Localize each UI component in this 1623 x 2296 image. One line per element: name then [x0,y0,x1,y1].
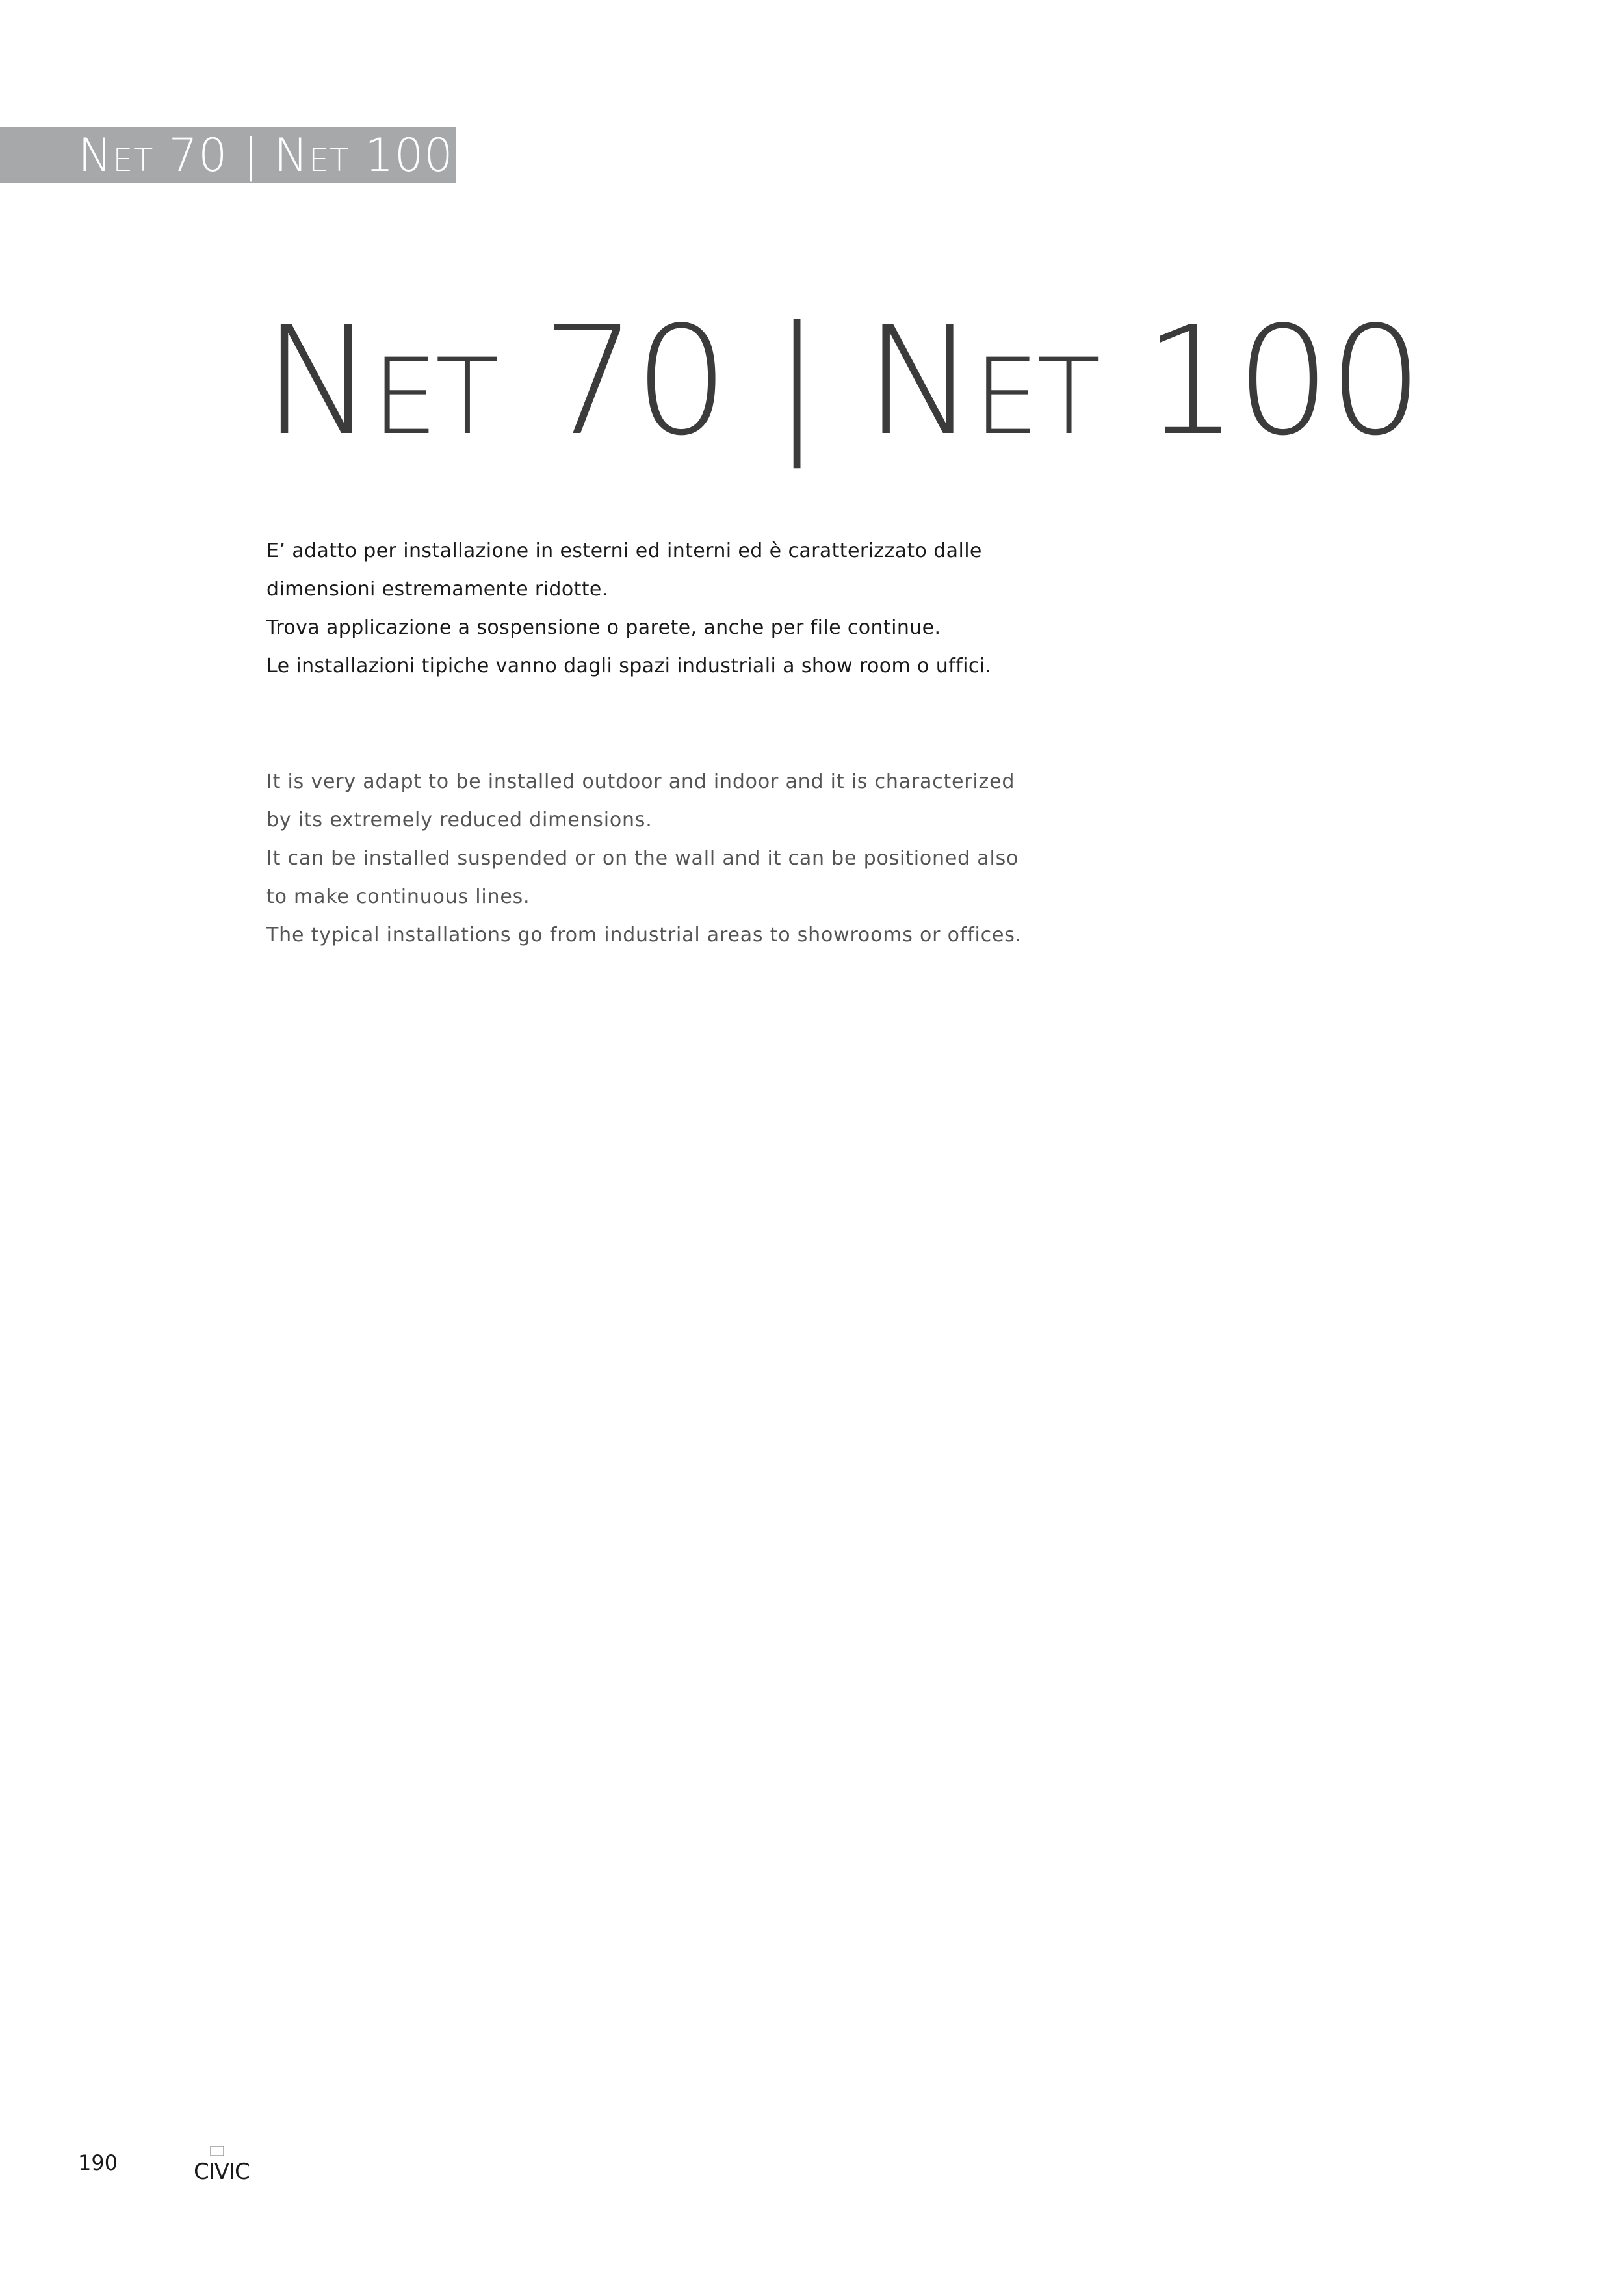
section-header-title: Net 70 | Net 100 [78,129,454,182]
english-line: It can be installed suspended or on the wall and it can be positioned also [266,847,1019,870]
italian-line: Le installazioni tipiche vanno dagli spazi industriali a show room o uffici. [266,655,992,677]
italian-line: E’ adatto per installazione in esterni ed interni ed è caratterizzato dalle [266,540,982,562]
italian-line: Trova applicazione a sospensione o parete, anche per file continue. [266,616,941,639]
english-description [266,763,1046,954]
english-line: It is very adapt to be installed outdoor and indoor and it is characterized [266,770,1015,793]
page-title: Net 70 | Net 100 [263,295,1421,469]
english-line: The typical installations go from industrial areas to showrooms or offices. [266,924,1022,946]
italian-description [266,532,1046,685]
logo-text: CIVIC [194,2159,250,2184]
civic-logo [194,2145,252,2184]
english-line: by its extremely reduced dimensions. [266,809,653,831]
civic-logo-icon [194,2145,252,2184]
section-header-band [0,127,456,183]
english-line: to make continuous lines. [266,885,530,908]
italian-line: dimensioni estremamente ridotte. [266,578,608,601]
page-number: 190 [78,2150,118,2175]
